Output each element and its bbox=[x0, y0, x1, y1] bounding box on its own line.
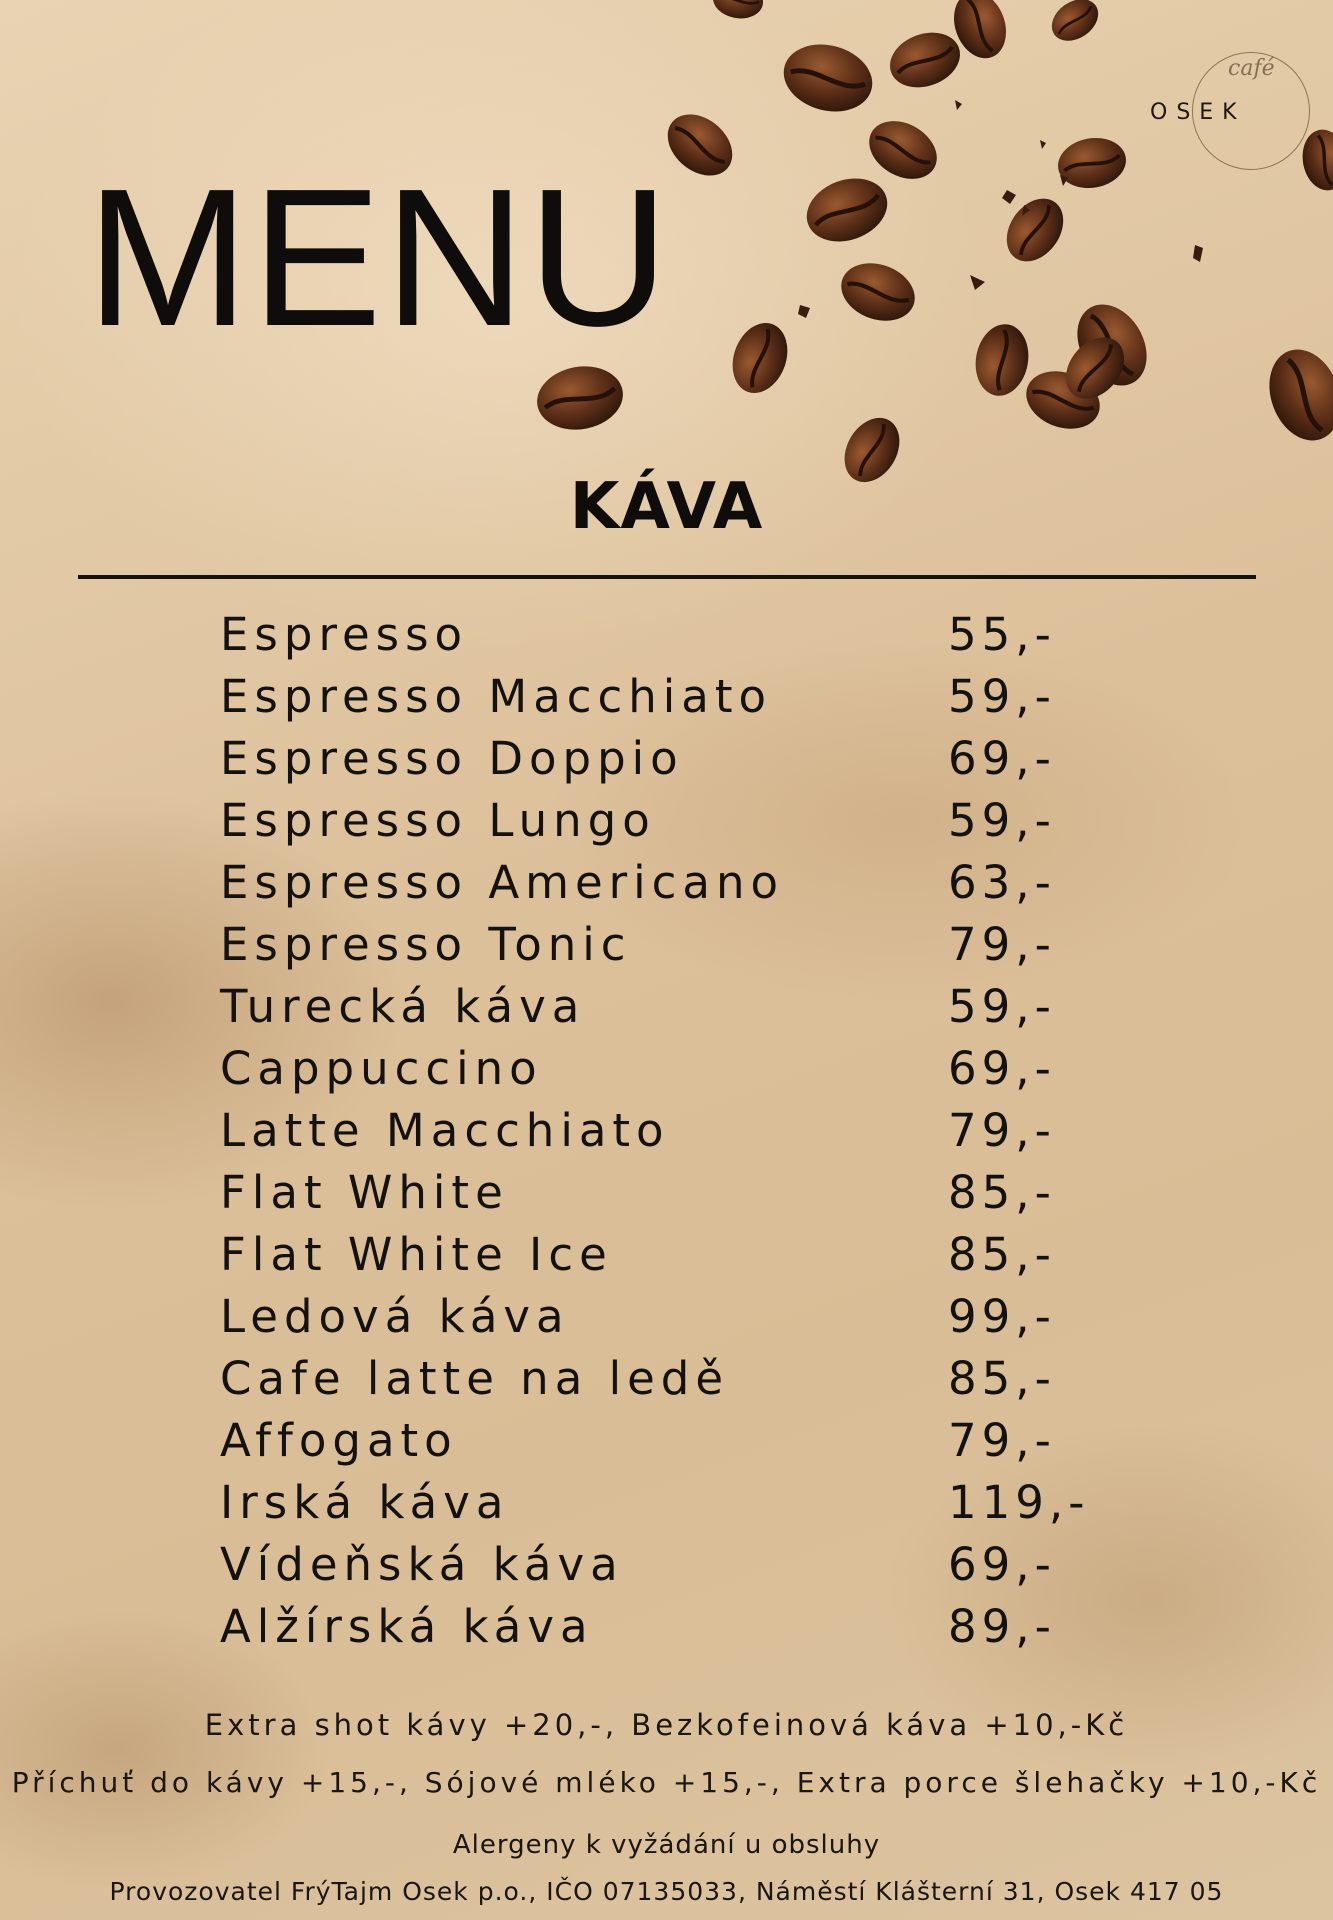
logo-script-text: café bbox=[1228, 56, 1275, 81]
operator-info: Provozovatel FrýTajm Osek p.o., IČO 07135033, Náměstí Klášterní 31, Osek 417 05 bbox=[109, 1877, 1224, 1906]
menu-item bbox=[220, 1468, 1120, 1530]
menu-item bbox=[220, 1282, 1120, 1344]
item-name: Espresso Doppio bbox=[220, 732, 684, 785]
menu-item bbox=[220, 1220, 1120, 1282]
item-name: Espresso Tonic bbox=[220, 918, 632, 971]
menu-item bbox=[220, 724, 1120, 786]
menu-item bbox=[220, 1592, 1120, 1654]
item-name: Espresso Americano bbox=[220, 856, 785, 909]
menu-item bbox=[220, 1344, 1120, 1406]
item-price: 85,- bbox=[948, 1352, 1056, 1405]
item-price: 85,- bbox=[948, 1166, 1056, 1219]
menu-item bbox=[220, 910, 1120, 972]
menu-item bbox=[220, 1158, 1120, 1220]
section-divider bbox=[78, 575, 1256, 579]
item-name: Cafe latte na ledě bbox=[220, 1352, 730, 1405]
item-price: 79,- bbox=[948, 1104, 1056, 1157]
item-name: Irská káva bbox=[220, 1476, 510, 1529]
item-price: 79,- bbox=[948, 918, 1056, 971]
item-name: Flat White bbox=[220, 1166, 509, 1219]
item-name: Affogato bbox=[220, 1414, 458, 1467]
cafe-osek-logo bbox=[1150, 48, 1310, 178]
item-price: 59,- bbox=[948, 980, 1056, 1033]
item-name: Vídeňská káva bbox=[220, 1538, 624, 1591]
item-price: 79,- bbox=[948, 1414, 1056, 1467]
item-price: 69,- bbox=[948, 1538, 1056, 1591]
item-name: Flat White Ice bbox=[220, 1228, 613, 1281]
item-name: Espresso Lungo bbox=[220, 794, 656, 847]
menu-item bbox=[220, 1530, 1120, 1592]
menu-item bbox=[220, 848, 1120, 910]
item-name: Turecká káva bbox=[220, 980, 586, 1033]
menu-item bbox=[220, 786, 1120, 848]
item-name: Ledová káva bbox=[220, 1290, 570, 1343]
item-price: 85,- bbox=[948, 1228, 1056, 1281]
logo-name: OSEK bbox=[1150, 100, 1246, 125]
item-price: 59,- bbox=[948, 794, 1056, 847]
item-name: Espresso bbox=[220, 608, 469, 661]
menu-item bbox=[220, 1096, 1120, 1158]
item-price: 59,- bbox=[948, 670, 1056, 723]
menu-item-list bbox=[220, 600, 1120, 1654]
item-price: 63,- bbox=[948, 856, 1056, 909]
item-price: 69,- bbox=[948, 1042, 1056, 1095]
item-name: Espresso Macchiato bbox=[220, 670, 773, 723]
extras-note-1: Extra shot kávy +20,-, Bezkofeinová káva +10,-Kč bbox=[204, 1708, 1129, 1742]
menu-item bbox=[220, 600, 1120, 662]
menu-item bbox=[220, 972, 1120, 1034]
menu-title: MENU bbox=[86, 148, 672, 367]
item-price: 89,- bbox=[948, 1600, 1056, 1653]
menu-item bbox=[220, 1034, 1120, 1096]
item-name: Alžírská káva bbox=[220, 1600, 594, 1653]
menu-item bbox=[220, 662, 1120, 724]
menu-item bbox=[220, 1406, 1120, 1468]
item-price: 55,- bbox=[948, 608, 1056, 661]
section-title-kava: KÁVA bbox=[569, 470, 764, 544]
item-name: Latte Macchiato bbox=[220, 1104, 670, 1157]
extras-note-2: Příchuť do kávy +15,-, Sójové mléko +15,-, Extra porce šlehačky +10,-Kč bbox=[11, 1766, 1322, 1799]
item-price: 69,- bbox=[948, 732, 1056, 785]
allergens-note: Alergeny k vyžádání u obsluhy bbox=[452, 1830, 881, 1860]
item-price: 99,- bbox=[948, 1290, 1056, 1343]
item-price: 119,- bbox=[948, 1476, 1090, 1529]
item-name: Cappuccino bbox=[220, 1042, 543, 1095]
